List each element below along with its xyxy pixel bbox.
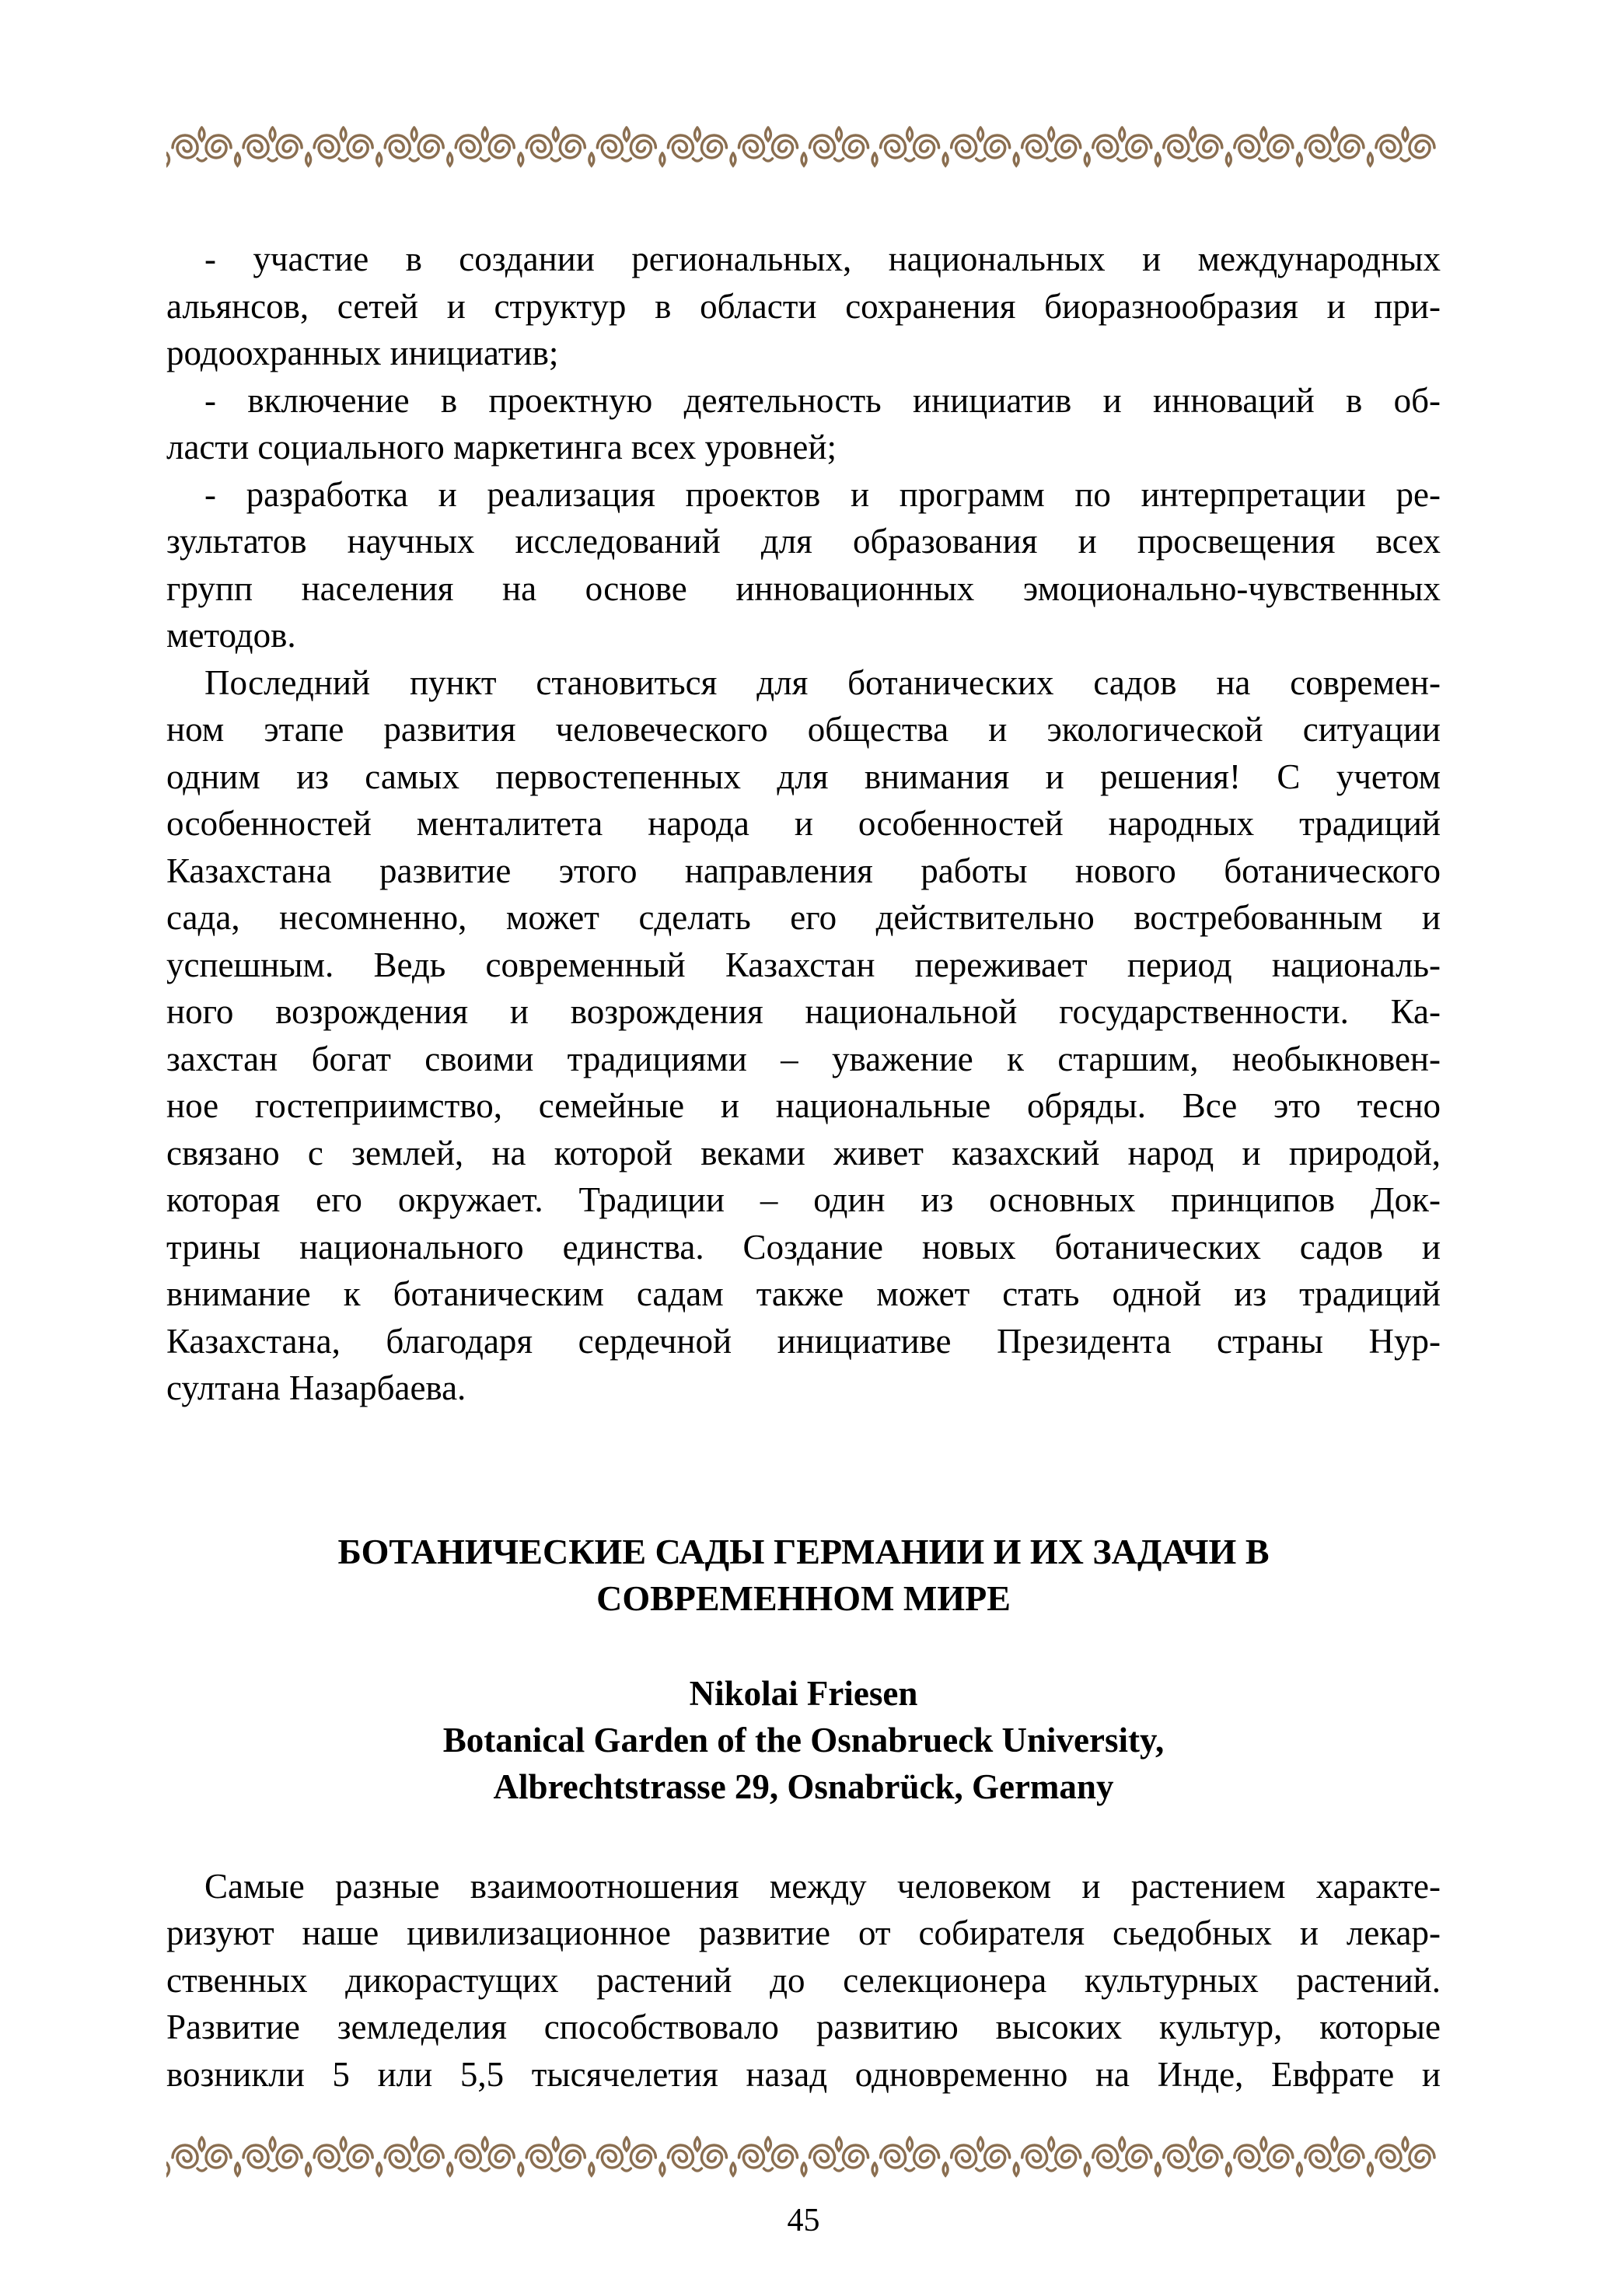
paragraph <box>166 236 1441 377</box>
decorative-border-bottom-wrap <box>166 2132 1441 2180</box>
text-line: ное гостеприимство, семейные и национальные обряды. Все это тесно <box>166 1086 1441 1125</box>
text-line: связано с землей, на которой веками живет казахский народ и природой, <box>166 1133 1441 1172</box>
page-number: 45 <box>787 2203 820 2238</box>
paragraph <box>166 377 1441 471</box>
text-line: Последний пункт становиться для ботанических садов на современ- <box>204 662 1441 702</box>
text-line: групп населения на основе инновационных эмоционально-чувственных <box>166 568 1441 608</box>
text-line: - участие в создании региональных, национальных и международных <box>204 239 1441 278</box>
text-line: ном этапе развития человеческого общества и экологической ситуации <box>166 710 1441 749</box>
text-line: альянсов, сетей и структур в области сохранения биоразнообразия и при- <box>166 286 1441 326</box>
text-line: зультатов научных исследований для образования и просвещения всех <box>166 522 1441 561</box>
text-line: Казахстана развитие этого направления работы нового ботанического <box>166 851 1441 890</box>
authors-block <box>166 1670 1441 1810</box>
decorative-border-bottom <box>166 2132 1441 2180</box>
text-line: захстан богат своими традициями – уважение к старшим, необыкновен- <box>166 1039 1441 1078</box>
paragraph <box>166 659 1441 1412</box>
text-line: одним из самых первостепенных для внимания и решения! С учетом <box>166 757 1441 796</box>
text-line: внимание к ботаническим садам также может стать одной из традиций <box>166 1274 1441 1313</box>
body-text <box>166 236 1441 1412</box>
text-line: ласти социального маркетинга всех уровней; <box>166 428 837 467</box>
text-line: которая его окружает. Традиции – один из основных принципов Док- <box>166 1180 1441 1219</box>
article-body-text <box>166 1863 1441 2099</box>
text-line: ного возрождения и возрождения национальной государственности. Ка- <box>166 992 1441 1031</box>
text-line: успешным. Ведь современный Казахстан переживает период националь- <box>166 945 1441 984</box>
text-line: Казахстана, благодаря сердечной инициативе Президента страны Нур- <box>166 1321 1441 1361</box>
text-line: методов. <box>166 616 296 655</box>
decorative-border-top <box>166 122 1441 170</box>
text-line: - разработка и реализация проектов и программ по интерпретации ре- <box>204 474 1441 514</box>
text-line: ственных дикорастущих растений до селекционера культурных растений. <box>166 1960 1441 2000</box>
author-affiliation: Botanical Garden of the Osnabrueck University, <box>442 1720 1165 1760</box>
text-line: Развитие земледелия способствовало развитию высоких культур, которые <box>166 2008 1441 2046</box>
text-line: сада, несомненно, может сделать его действительно востребованным и <box>166 898 1441 937</box>
text-line: - включение в проектную деятельность инициатив и инноваций в об- <box>204 380 1441 420</box>
author-name: Nikolai Friesen <box>689 1673 918 1713</box>
text-line: возникли 5 или 5,5 тысячелетия назад одновременно на Инде, Евфрате и <box>166 2054 1441 2094</box>
paragraph <box>166 1863 1441 2099</box>
text-line: особенностей менталитета народа и особенностей народных традиций <box>166 804 1441 843</box>
text-line: султана Назарбаева. <box>166 1368 466 1407</box>
author-address: Albrechtstrasse 29, Osnabrück, Germany <box>493 1767 1114 1806</box>
text-line: Самые разные взаимоотношения между человеком и растением характе- <box>204 1866 1441 1906</box>
article-title <box>166 1529 1441 1622</box>
text-line: ризуют наше цивилизационное развитие от собирателя сьедобных и лекар- <box>166 1913 1441 1952</box>
text-line: трины национального единства. Создание новых ботанических садов и <box>166 1227 1441 1267</box>
article-title-line: СОВРЕМЕННОМ МИРЕ <box>596 1578 1011 1618</box>
text-line: родоохранных инициатив; <box>166 334 559 372</box>
article-title-line: БОТАНИЧЕСКИЕ САДЫ ГЕРМАНИИ И ИХ ЗАДАЧИ В <box>337 1531 1270 1571</box>
paragraph <box>166 471 1441 659</box>
